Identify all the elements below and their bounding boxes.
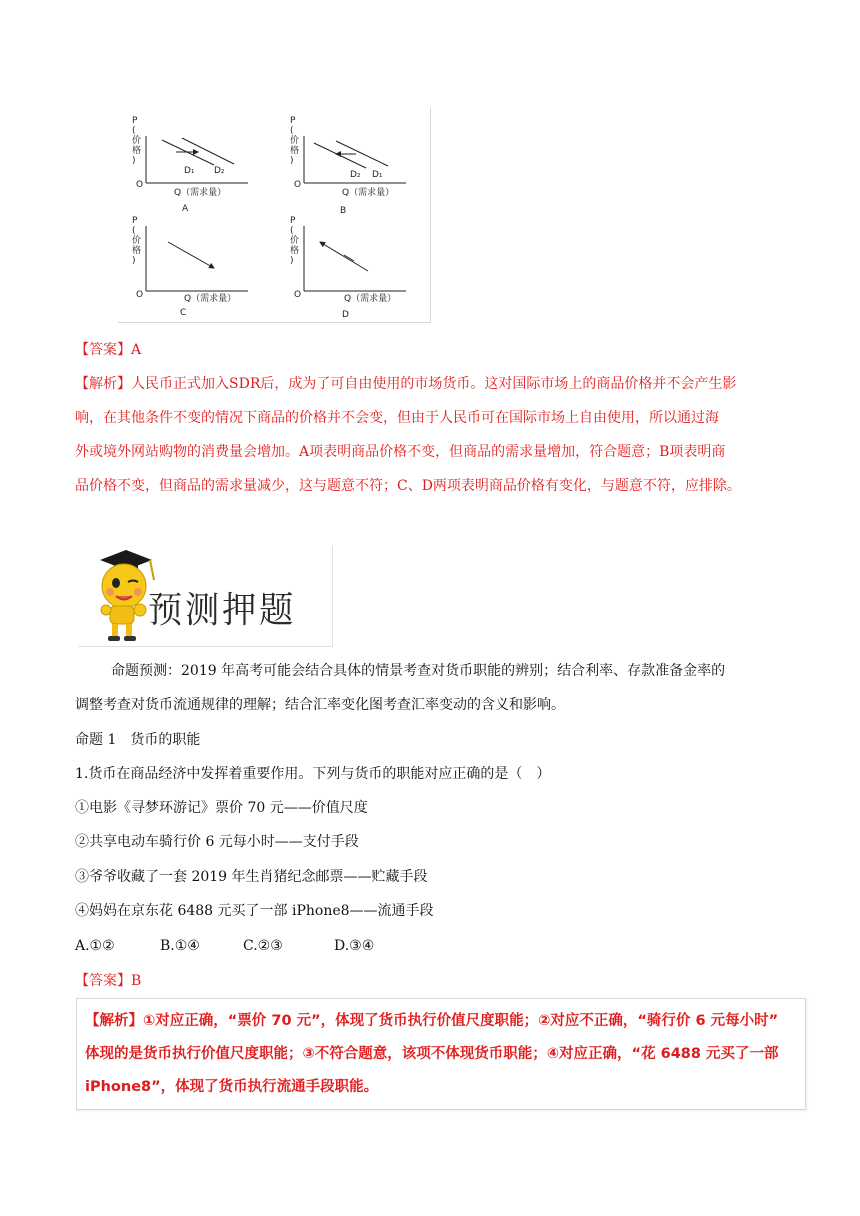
analysis-line-3: iPhone8”，体现了货币执行流通手段职能。 [85, 1079, 379, 1095]
option-d: D.③④ [334, 938, 375, 954]
prev-analysis-line-3: 外或境外网站购物的消费量会增加。A项表明商品价格不变，但商品的需求量增加，符合题意；B项表明商 [75, 444, 726, 460]
graph-a-x-label: Q（需求量） [174, 188, 227, 198]
graph-a [146, 136, 248, 183]
question-item-4: ④妈妈在京东花 6488 元买了一部 iPhone8——流通手段 [75, 903, 434, 919]
option-b: B.①④ [160, 938, 200, 954]
graph-a-y-label: P ( 价 格 ) [132, 116, 142, 166]
graph-b-panel-label: B [340, 206, 347, 216]
answer-label: 【答案】B [75, 973, 142, 989]
graph-d-x-label: Q（需求量） [344, 294, 397, 304]
analysis-line-2: 体现的是货币执行价值尺度职能；③不符合题意，该项不体现货币职能；④对应正确，“花 6488 元买了一部 [85, 1046, 779, 1062]
prediction-line-1: 命题预测：2019 年高考可能会结合具体的情景考查对货币职能的辨别；结合利率、存款准备金率的 [111, 663, 726, 679]
graph-d-y-label: P ( 价 格 ) [290, 216, 300, 266]
topic-title: 命题 1 货币的职能 [75, 732, 201, 748]
prediction-line-2: 调整考查对货币流通规律的理解；结合汇率变化图考查汇率变动的含义和影响。 [75, 697, 565, 713]
graph-c-panel-label: C [180, 308, 187, 318]
graph-d [304, 226, 406, 291]
prev-analysis-line-1: 【解析】人民币正式加入SDR后，成为了可自由使用的市场货币。这对国际市场上的商品价格并不会产生影 [75, 376, 737, 392]
graph-c-x-label: Q（需求量） [184, 294, 237, 304]
graph-b-curve-label-2: D₁ [372, 170, 383, 180]
analysis-line-1: 【解析】①对应正确，“票价 70 元”，体现了货币执行价值尺度职能；②对应不正确，“骑行价 6 元每小时” [85, 1013, 779, 1029]
graph-b-origin: O [294, 180, 302, 190]
question-stem: 1.货币在商品经济中发挥着重要作用。下列与货币的职能对应正确的是（ ） [75, 766, 551, 782]
demand-graphs-svg [118, 108, 430, 322]
prev-answer: 【答案】A [75, 342, 142, 358]
question-item-3: ③爷爷收藏了一套 2019 年生肖猪纪念邮票——贮藏手段 [75, 869, 428, 885]
graph-a-curve-label-2: D₂ [214, 166, 225, 176]
graph-c-y-label: P ( 价 格 ) [132, 216, 142, 266]
graph-b-x-label: Q（需求量） [342, 188, 395, 198]
graph-c [146, 226, 248, 291]
analysis-text [85, 1005, 797, 1104]
graph-c-origin: O [136, 290, 144, 300]
option-a: A.①② [75, 938, 115, 954]
graph-b-y-label: P ( 价 格 ) [290, 116, 300, 166]
demand-curve-figure [118, 108, 431, 323]
graph-a-panel-label: A [182, 204, 189, 214]
prev-analysis-line-2: 响，在其他条件不变的情况下商品的价格并不会变，但由于人民币可在国际市场上自由使用，所以通过海 [75, 410, 719, 426]
graph-a-origin: O [136, 180, 144, 190]
prev-analysis-line-4: 品价格不变，但商品的需求量减少，这与题意不符；C、D两项表明商品价格有变化，与题意不符，应排除。 [75, 478, 741, 494]
analysis-box [76, 998, 806, 1110]
question-item-1: ①电影《寻梦环游记》票价 70 元——价值尺度 [75, 800, 368, 816]
graph-d-panel-label: D [342, 310, 349, 320]
option-c: C.②③ [243, 938, 283, 954]
graph-d-origin: O [294, 290, 302, 300]
banner-title: 预测押题 [148, 590, 297, 631]
question-item-2: ②共享电动车骑行价 6 元每小时——支付手段 [75, 834, 359, 850]
graph-a-curve-label-1: D₁ [184, 166, 195, 176]
graph-b-curve-label-1: D₂ [350, 170, 361, 180]
